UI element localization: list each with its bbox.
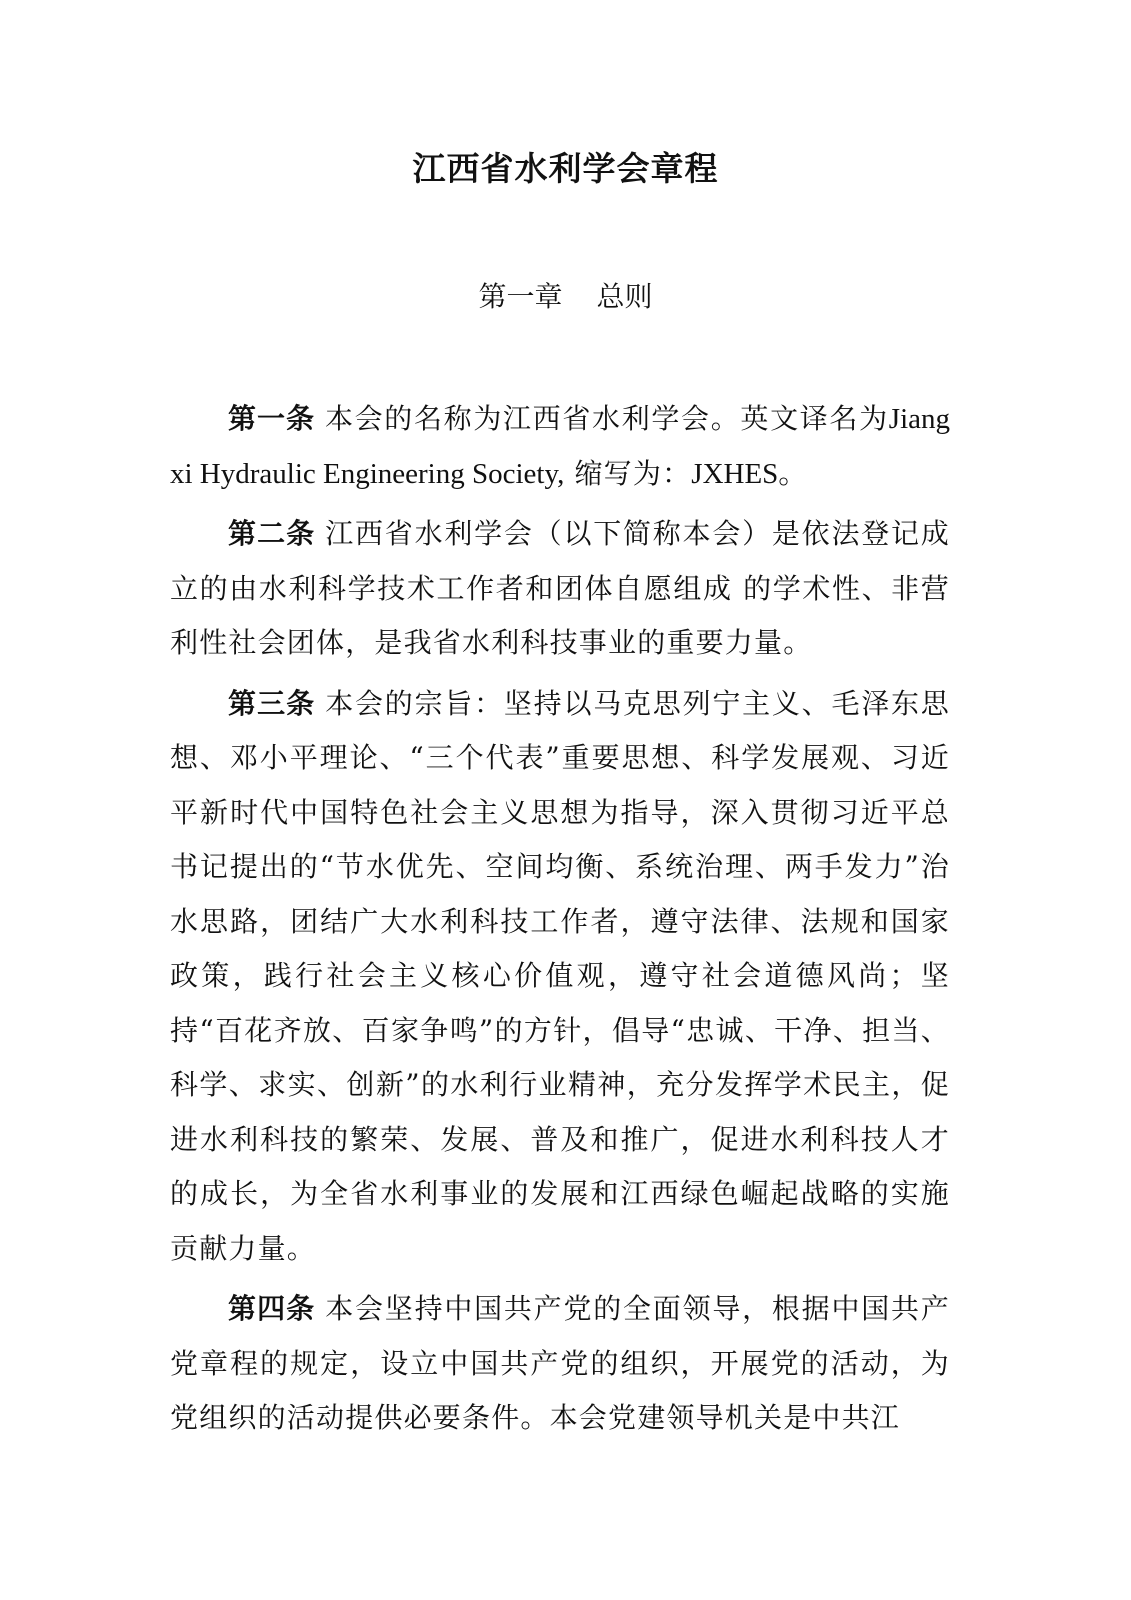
article-2: [170, 507, 950, 671]
article-text: 本会坚持中国共产党的全面领导，根据中国共产党章程的规定，设立中国共产党的组织，开展党的活动，为党组织的活动提供必要条件。本会党建领导机关是中共江: [170, 1292, 950, 1434]
article-3: [170, 677, 950, 1277]
chapter-number: 第一章: [478, 280, 563, 313]
abbreviation: JXHES。: [691, 457, 808, 490]
document-title: 江西省水利学会章程: [412, 149, 719, 188]
article-text: 本会的宗旨：坚持以马克思列宁主义、毛泽东思想、邓小平理论、“三个代表”重要思想、科学发展观、习近平新时代中国特色社会主义思想为指导，深入贯彻习近平总书记提出的“节水优先、空间均衡、系统治理、两手发力”治水思路，团结广大水利科技工作者，遵守法律、法规和国家政策，践行社会主义核心价值观，遵守社会道德风尚；坚持“百花齐放、百家争鸣”的方针，倡导“忠诚、干净、担当、科学、求实、创新”的水利行业精神，充分发挥学术民主，促进水利科技的繁荣、发展、普及和推广，促进水利科技人才的成长，为全省水利事业的发展和江西绿色崛起战略的实施贡献力量。: [170, 686, 950, 1265]
article-number: 第二条: [228, 517, 316, 550]
article-number: 第三条: [228, 686, 316, 720]
article-number: 第一条: [228, 402, 315, 435]
article-text: 本会的名称为江西省水利学会。英文译名为: [324, 402, 889, 435]
article-4: [170, 1282, 950, 1446]
article-text: 江西省水利学会（以下简称本会）是依法登记成立的由水利科学技术工作者和团体自愿组成 的学术性、非营利性社会团体，是我省水利科技事业的重要力量。: [170, 517, 950, 659]
article-number: 第四条: [228, 1292, 316, 1325]
chapter-heading: [0, 275, 1131, 319]
chapter-name: 总则: [596, 280, 653, 313]
english-name: Jiangxi Hydraulic Engineering Society,: [170, 403, 950, 490]
article-text: 缩写为：: [574, 456, 692, 490]
article-1: [170, 392, 950, 501]
document-body: [170, 392, 950, 1452]
